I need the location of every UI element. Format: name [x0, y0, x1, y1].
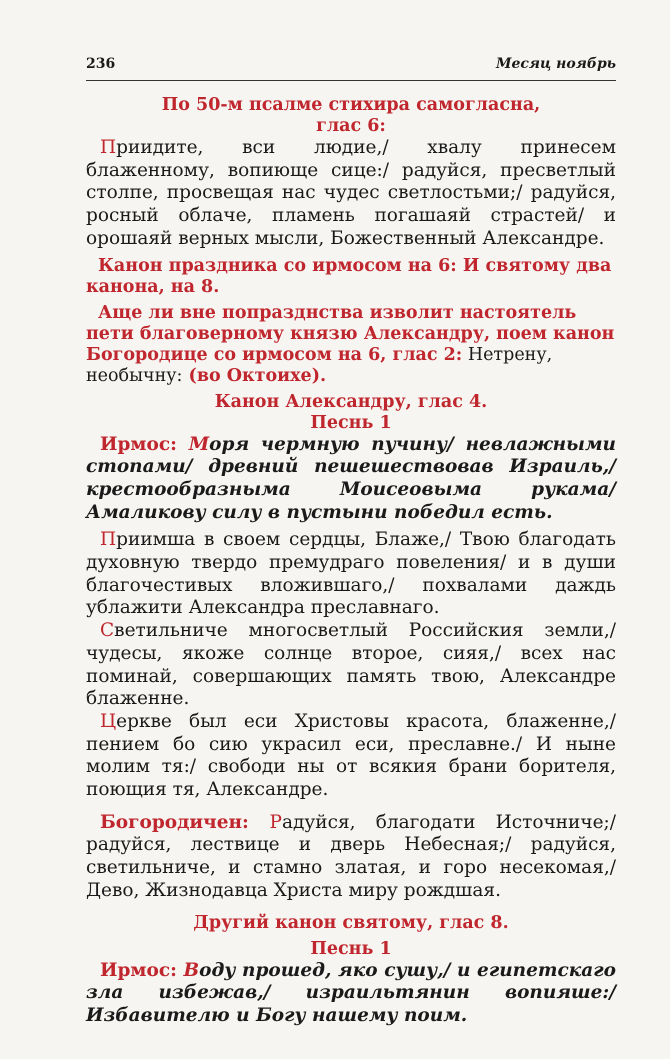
theotokion: [86, 812, 616, 903]
running-title: Месяц ноябрь: [495, 56, 616, 72]
running-header: [86, 56, 616, 81]
drop-initial: С: [100, 620, 115, 642]
irmos-initial: М: [188, 433, 210, 455]
drop-initial: Р: [269, 811, 282, 833]
troparion-text: ветильниче многосветлый Российския земли,/ чудесы, якоже солнце второе, сияя,/ всех нас поминай, совершающих память твою, Александре блаженне.: [86, 620, 616, 710]
rubric-alt-text: Аще ли вне попразднства изволит настоятель пети благоверному князю Александру, поем канон Богородице со ирмосом на 6, глас 2:: [86, 302, 615, 365]
page: [86, 56, 616, 1028]
theotokion-label: Богородичен:: [100, 811, 270, 833]
stichera-heading-line1: По 50-м псалме стихира самогласна,: [161, 95, 541, 115]
theotokion-text: адуйся, благодати Источниче;/ радуйся, лествице и дверь Небесная;/ радуйся, светильниче, и стамно златая, и горо несекомая,/ Дево, Жизнодавца Христа миру рождшая.: [86, 811, 616, 901]
drop-initial: Ц: [100, 710, 117, 732]
troparion-2: [86, 620, 616, 711]
irmos-label: Ирмос:: [100, 959, 184, 981]
rubric-alternative: [86, 303, 616, 387]
irmos: [86, 434, 616, 525]
drop-initial: П: [100, 529, 117, 551]
rubric-alt-red-tail: (во Октоихе).: [182, 365, 327, 386]
second-ode-heading: Песнь 1: [310, 938, 392, 959]
troparion-3: [86, 711, 616, 802]
canon-rubric: Канон праздника со ирмосом на 6: И святому два канона, на 8.: [86, 255, 612, 297]
stichera-heading-line2: глас 6:: [316, 116, 386, 136]
stichera-text: [86, 137, 616, 251]
second-irmos: [86, 960, 616, 1028]
canon-heading: Канон Александру, глас 4.: [214, 391, 488, 412]
stichera-body: риидите, вси людие,/ хвалу принесем блаженному, вопиюще сице:/ радуйся, пресветлый столпе, просвещая нас чудес светлостьми;/ радуйся, росный облаче, пламень погашаяй страстей/ и орошаяй верных мысли, Божественный Александре.: [86, 137, 616, 249]
troparion-text: риимша в своем сердцы, Блаже,/ Твою благодать духовную твердо премудраго повеления/ и в души благочестивых вложившаго,/ похвалами даждь ублажити Александра преславнаго.: [86, 529, 616, 619]
troparion-text: еркве был еси Христовы красота, блаженне,/ пением бо сию украсил еси, преславне./ И ныне молим тя:/ свободи ны от всякия брани борителя, поющия тя, Александре.: [86, 710, 616, 801]
irmos-text: оря чермную пучину/ невлажными стопами/ древний пешешествовав Израиль,/ крестообразныма Моисеовыма рукама/ Амаликову силу в пустыни победил есть.: [86, 433, 617, 523]
troparion-1: [86, 529, 616, 620]
irmos-text: оду прошед, яко сушу,/ и египетскаго зла избежав,/ израильтянин вопияше:/ Избавителю и Богу нашему поим.: [86, 959, 616, 1026]
page-number: 236: [86, 56, 116, 72]
rubric-alt-tail: Нетрену, необычну:: [86, 344, 553, 386]
second-canon-heading: Другий канон святому, глас 8.: [193, 912, 509, 933]
drop-initial: П: [100, 137, 117, 158]
irmos-initial: В: [183, 959, 200, 981]
irmos-label: Ирмос:: [100, 433, 189, 455]
ode-heading: Песнь 1: [310, 412, 392, 433]
